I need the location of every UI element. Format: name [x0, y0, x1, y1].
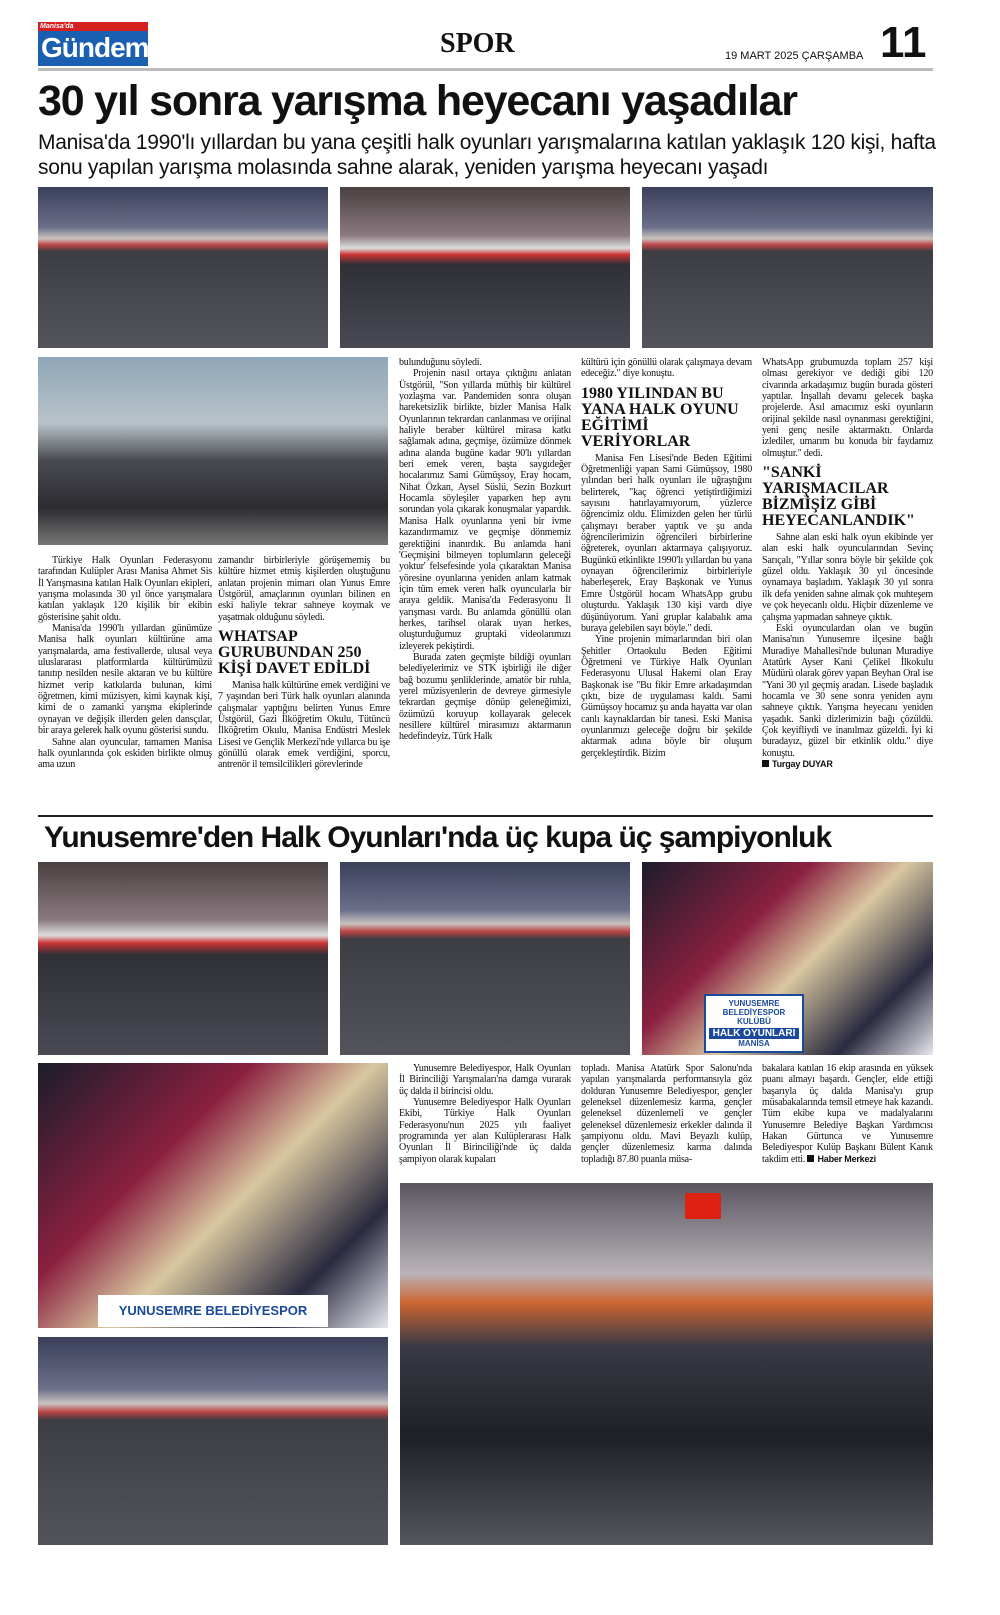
article-column-5: WhatsApp grubumuzda toplam 257 kişi olması gerekiyor ve dediği gibi 120 civarında arkadaşımız bugün burada gösteri yaptılar. İnşallah devamı gelecek başka projelerde. Asıl amacımız eski oyunların orijinal şekilde nasıl oynanması gerektiğini, yeni genç nesile aktarmaktı. Onlarda izlediler, umarım bu konuda bir faydamız olmuştur." dedi. "SANKİ YARIŞMACILAR BİZMİŞİZ GİBİ HEYECANLANDIK" Sahne alan eski halk oyun ekibinde yer alan eski halk oyuncularından Sevinç Sarıçalı, "Yıllar sonra böyle bir şekilde çok güzel oldu. Yaklaşık 30 yıl öncesinde oynamaya başladım. Yaklaşık 30 yıl sonra ilk defa yeniden sahne almak çok muhteşem ve çok heyecanlı oldu. Hiçbir düzenleme ve çalışma yapmadan sahneye çıktık. Eski oyunculardan olan ve bugün Manisa'nın Yunusemre ilçesine bağlı Muradiye Mahallesi'nde bulunan Muradiye Atatürk Ayser Kani Çelikel İlkokulu Müdürü olarak görev yapan Beyhan Oral ise "Yani 30 yıl geçmiş aradan. Lisede başladık hocamla ve 30 sene sonra yeniden aynı sahneye çıktık. Yarışma heyecanı yeniden yaşadık. Sanki dizlerimizin bağı çözüldü. Çok keyifliydi ve inanılmaz güzeldi. İyi ki buradayız, güzel bir etkinlik oldu." diye konuştu. Turgay DUYAR [762, 357, 933, 769]
article2-column-1: Yunusemre Belediyespor, Halk Oyunları İl Birinciliği Yarışmaları'na damga vurarak üç dalda il birincisi oldu. Yunusemre Belediyespor Halk Oyunları Ekibi, Türkiye Halk Oyunları Federasyonu'nun 2025 yılı faaliyet programında yer alan Kulüplerarası Halk Oyunları İl Birinciliği'nde üç dalda şampiyon olarak kupaları [399, 1063, 571, 1165]
article-column-2: zamandır birbirleriyle görüşememiş bu kültüre hizmet etmiş kişilerden oluştuğunu anlatan projenin mimarı olan Yunus Emre Üstgörül, amaçlarının oyunları bilinen en eski haliyle tekrar sahneye koymak ve yaşatmak olduğunu söyledi. WHATSAP GURUBUNDAN 250 KİŞİ DAVET EDİLDİ Manisa halk kültürüne emek verdiğini ve 7 yaşından beri Türk halk oyunları alanında çalışmalar yaptığını belirten Yunus Emre Üstgörül, Gazi İlköğretim Okulu, Tütüncü İlköğretim Okulu, Manisa Endüstri Meslek Lisesi ve Gençlik Merkezi'nde yıllarca bu işe gönüllü olarak emek verdiğini, sporcu, antrenör il temsilcilikleri görevlerinde [218, 555, 390, 771]
turkish-flag [685, 1193, 721, 1219]
photo-arena-wide [38, 1337, 388, 1545]
byline-marker [807, 1155, 814, 1162]
photo-team-group [400, 1183, 933, 1545]
article-headline: 30 yıl sonra yarışma heyecanı yaşadılar [38, 77, 797, 125]
photo-dancers-with-trophies [38, 1063, 388, 1328]
photo-dance-5 [340, 862, 630, 1055]
page-number: 11 [880, 18, 927, 67]
byline: Turgay DUYAR [772, 758, 833, 769]
article-column-4: kültürü için gönüllü olarak çalışmaya devam edeceğiz." diye konuştu. 1980 YILINDAN BU YANA HALK OYUNU EĞİTİMİ VERİYORLAR Manisa Fen Lisesi'nde Beden Eğitimi Öğretmenliği yapan Sami Gümüşsoy, 1980 yılından beri halk oyunları ile uğraştığını belirterek, "kaç öğrenci yetiştirdiğimizi sayısını hatırlayamıyorum, yüzlerce öğrencimiz oldu. Elimizden gelen her türlü çalışmayı beraber yaptık ve şu anda öğrencilerimizin öğrencileri birbirlerine öğreterek, oyunları aktarmaya çalışıyoruz. Bugünkü etkinlikte 1990'lı yıllardan bu yana oynayan öğrencilerimiz birbirleriyle haberleşerek, Eray Başkonak ve Yunus Emre Üstgörül hocam WhatsApp grubu oluşturdu. Yaklaşık 130 kişi vardı diye düşünüyorum. Yani gruplar kalabalık ama buraya gelebilen sayı böyle." dedi. Yine projenin mimarlarından biri olan Şehitler Ortaokulu Beden Eğitimi Öğretmeni ve Türkiye Halk Oyunları Federasyonu Ulusal Hakemi olan Eray Başkonak ise "Bu fikir Emre arkadaşımdan çıktı, bize de uygulaması kaldı. Sami Gümüşsoy hocamız şu anda hayatta var olan canlı kaynaklardan bir tanesi. Eski Manisa oyunlarımızı geleceğe doğru bir şekilde aktarmak adına böyle bir oluşum gerçekleştirdik. Bizim [581, 357, 752, 759]
article-column-1: Türkiye Halk Oyunları Federasyonu tarafından Kulüpler Arası Manisa Ahmet Sis İl Yarışmasına katılan Halk Oyunları ekipleri, yarışma molasında 30 yıl önce yarışmalara katılan yaklaşık 120 kişilik bir ekibin gösterisine şahit oldu. Manisa'da 1990'lı yıllardan günümüze Manisa halk oyunları kültürüne ama yarışmalarda, ama festivallerde, ulusal veya uluslararası platformlarda kültürümüzü tanıtıp nesilden nesile aktaran ve bu kültüre hizmet verip katkılarda bulunan, kimi öğretmen, kimi müzisyen, kimi kaynak kişi, kimi de o zamanki yarışma ekiplerinde oynayan ve değişik illerden gelen dansçılar, bir araya gelerek halk oyunu gösterisi sundu. Sahne alan oyuncular, tamamen Manisa halk oyunlarında çok eskiden birlikte olmuş ama uzun [38, 555, 212, 771]
section-title: SPOR [440, 28, 515, 59]
article-column-3: bulunduğunu söyledi. Projenin nasıl ortaya çıktığını anlatan Üstgörül, "Son yıllarda müthiş bir kültürel yozlaşma var. Pandemiden sonra oluşan hareketsizlik birlikte, bizler Manisa Halk Oyunlarının tekrardan canlanması ve orijinal haliyle beraber kültürel mirasa katkı sağlamak adına, geçmişe, özümüze dönmek adına alanda bugüne kadar 90'lı yıllardan beri emek veren, başta saygıdeğer hocalarımız Sami Gümüşsoy, Eray hocam, Nihat Özkan, Aysel Süslü, Sezin Bozkurt Hocamla söyleşiler yaparken hep aynı sorundan yola çıkarak konuşmalar yapardık. Manisa Halk oyunlarına yeni bir ivme kazandırmamız ve geçmişe dönmemiz gerektiğini inanırdık. Bu anlamda hani 'Geçmişini bilmeyen toplumların geleceği yoktur' felsefesinde yola çıkaraktan Manisa yöresine oyunlarına yeniden anlam katmak için tüm emek veren halk oyuncularla bir araya geldik. Manisa'da Federasyonu İl yarışması vardı. Bu anlamda gönüllü olan herkes, tarihsel olarak uyan herkes, oluşturduğumuz gruptaki videolarımızı izleyerek pekiştirdi. Burada zaten geçmişte bildiği oyunları belediyelerimiz ve STK işbirliği ile diğer bağ bozumu şenliklerinde, amatör bir ruhla, yerel müzisyenlerin de devreye girmesiyle tekrardan geçmişe dönüp geleneğimizi, özümüzü koruyup kollayarak gelecek nesillere kültürel mirasımızı aktarmanın hedefindeyiz. Türk Halk [399, 357, 571, 743]
banner-sign: YUNUSEMRE BELEDİYESPOR KULÜBÜ HALK OYUNLARI MANİSA [704, 994, 804, 1053]
subheading: WHATSAP GURUBUNDAN 250 KİŞİ DAVET EDİLDİ [218, 628, 371, 678]
article2-column-3: bakalara katılan 16 ekip arasında en yüksek puanı almayı başardı. Gençler, elde ettiği başarıyla üç dalda Manisa'yı grup müsabakalarında temsil etmeye hak kazandı. Tüm ekibe kupa ve madalyalarını Yunusemre Belediye Başkan Yardımcısı Hakan Gürtunca ve Yunusemre Belediyespor Kulüp Başkanı Bülent Kanık takdim etti. Haber Merkezi [762, 1063, 933, 1165]
photo-trophy-ceremony [642, 862, 933, 1055]
photo-dance-4 [38, 862, 328, 1055]
issue-date: 19 MART 2025 ÇARŞAMBA [725, 50, 864, 62]
newspaper-logo: Manisa'da Gündem [38, 22, 148, 66]
subheading: 1980 YILINDAN BU YANA HALK OYUNU EĞİTİMİ VERİYORLAR [581, 384, 739, 450]
club-banner: YUNUSEMRE BELEDİYESPOR [98, 1295, 328, 1327]
article-divider [38, 815, 933, 817]
article2-column-2: topladı. Manisa Atatürk Spor Salonu'nda yapılan yarışmalarda performansıyla göz dolduran Yunusemre Belediyespor, gençler geleneksel düzenlemesiz karma, gençler geleneksel düzenlemeli ve gençler geleneksel düzenlemesiz erkekler dalında il şampiyonu oldu. Mavi Beyazlı kulüp, gençler düzenlemesiz karma dalında topladığı 87.80 puanla müsa- [581, 1063, 752, 1165]
subheading: "SANKİ YARIŞMACILAR BİZMİŞİZ GİBİ HEYECANLANDIK" [762, 464, 915, 530]
article-subtitle: Manisa'da 1990'lı yıllardan bu yana çeşitli halk oyunları yarışmalarına katılan yaklaşık 120 kişi, hafta sonu yapılan yarışma molasında sahne alarak, yeniden yarışma heyecanı yaşadı [38, 131, 936, 179]
article-headline-2: Yunusemre'den Halk Oyunları'nda üç kupa üç şampiyonluk [44, 821, 832, 854]
byline: Haber Merkezi [817, 1153, 876, 1164]
